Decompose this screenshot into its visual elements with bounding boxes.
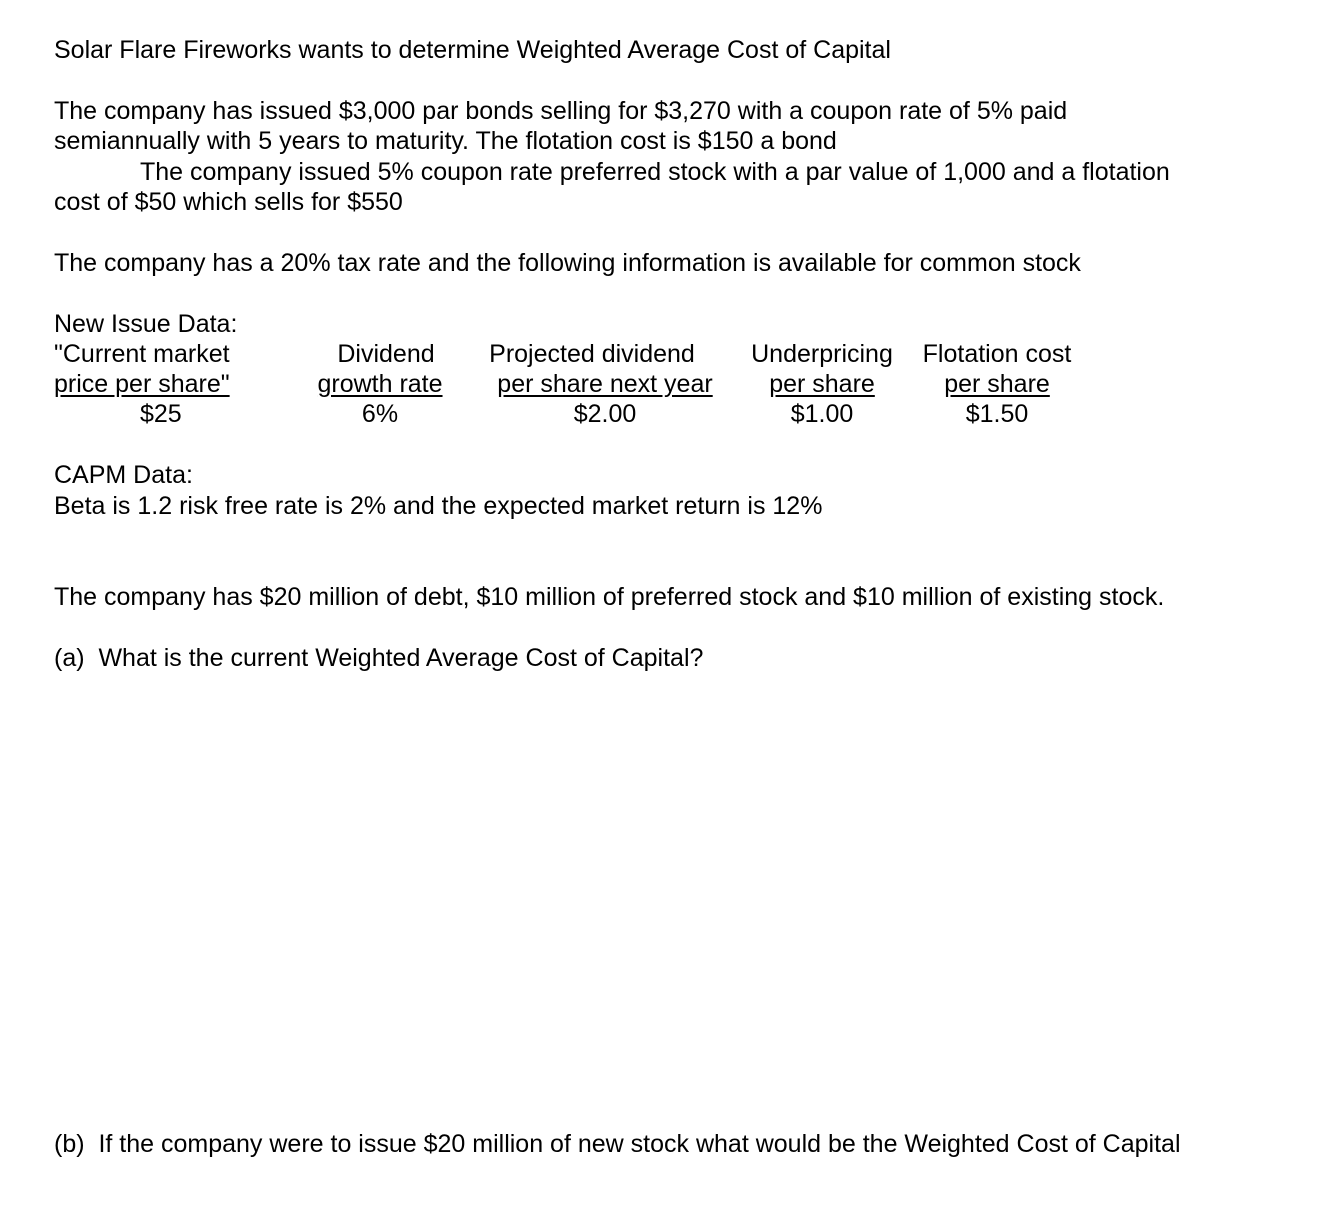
column-value: $1.00	[790, 400, 854, 428]
column-value: 6%	[361, 400, 399, 428]
preferred-description-line-2: cost of $50 which sells for $550	[54, 188, 403, 216]
bond-description-line-2: semiannually with 5 years to maturity. The flotation cost is $150 a bond	[54, 127, 837, 155]
column-header-line-2: per share	[944, 370, 1050, 398]
question-b: (b) If the company were to issue $20 million of new stock what would be the Weighted Cost of Capital	[54, 1130, 1181, 1158]
column-header-line-2: per share	[769, 370, 875, 398]
new-issue-column-price	[54, 339, 244, 429]
column-header-line-2: per share next year	[497, 370, 713, 398]
capm-line: Beta is 1.2 risk free rate is 2% and the expected market return is 12%	[54, 492, 823, 520]
capital-structure-line: The company has $20 million of debt, $10 million of preferred stock and $10 million of existing stock.	[54, 583, 1165, 611]
problem-title: Solar Flare Fireworks wants to determine Weighted Average Cost of Capital	[54, 36, 891, 64]
column-header-line-2: price per share"	[54, 370, 230, 398]
column-value: $2.00	[573, 400, 637, 428]
bond-description-line-1: The company has issued $3,000 par bonds selling for $3,270 with a coupon rate of 5% paid	[54, 97, 1068, 125]
new-issue-column-underpricing	[744, 339, 900, 429]
column-header-line-1: Underpricing	[751, 340, 893, 368]
column-header-line-1: "Current market	[54, 340, 230, 368]
column-value: $1.50	[965, 400, 1029, 428]
tax-rate-line: The company has a 20% tax rate and the following information is available for common stock	[54, 249, 1081, 277]
column-header-line-1: Flotation cost	[922, 340, 1072, 368]
new-issue-column-dividend	[480, 339, 730, 429]
column-header-line-1: Dividend	[337, 340, 435, 368]
question-a: (a) What is the current Weighted Average Cost of Capital?	[54, 644, 704, 672]
column-value: $25	[140, 400, 182, 428]
new-issue-column-flotation	[912, 339, 1082, 429]
column-header-line-2: growth rate	[317, 370, 443, 398]
column-header-line-1: Projected dividend	[489, 340, 695, 368]
preferred-description-line-1: The company issued 5% coupon rate preferred stock with a par value of 1,000 and a flotation	[140, 158, 1170, 186]
new-issue-column-growth	[300, 339, 460, 429]
capm-heading: CAPM Data:	[54, 461, 193, 489]
new-issue-heading: New Issue Data:	[54, 310, 238, 338]
